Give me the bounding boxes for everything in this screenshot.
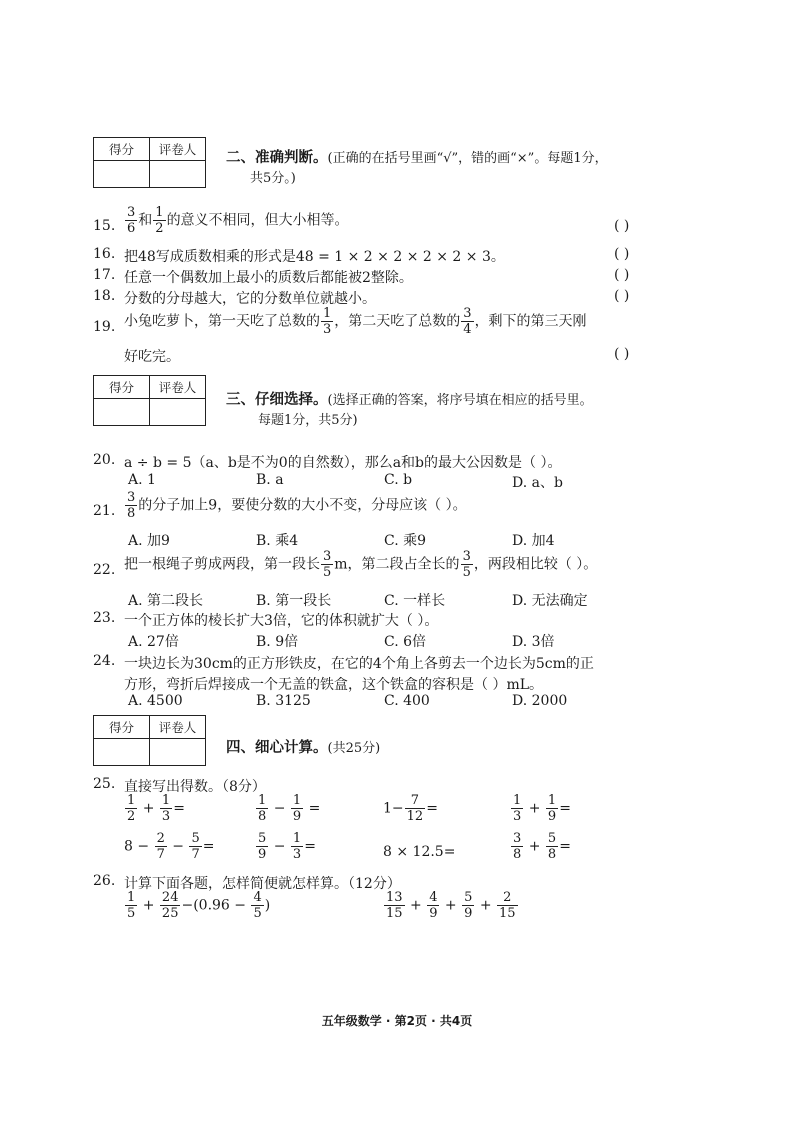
q19-fraction-2: $\frac{3}{4}$ <box>463 306 472 337</box>
section2-note: (正确的在括号里画“√”，错的画“×”。每题1分， <box>327 151 608 166</box>
q23-option-d[interactable]: D. 3倍 <box>512 634 555 650</box>
calc-item: $\frac{5}{9}$ − $\frac{1}{3}$ = <box>258 831 316 862</box>
q23-text: 一个正方体的棱长扩大3倍，它的体积就扩大（ ）。 <box>124 613 439 629</box>
q21-fraction: $\frac{3}{8}$ <box>127 490 136 521</box>
q21-option-b[interactable]: B. 乘4 <box>256 533 299 549</box>
q24-option-a[interactable]: A. 4500 <box>128 693 183 709</box>
q25-text: 直接写出得数。（8分） <box>124 779 266 795</box>
q19-text-line2: 好吃完。 <box>124 349 180 365</box>
section3-title: 三、仔细选择。 <box>226 392 328 408</box>
section3-header <box>226 388 593 409</box>
q22-number: 22. <box>93 562 116 578</box>
q20-option-d[interactable]: D. a、b <box>512 475 563 491</box>
calc-item: $\frac{1}{2}$ + $\frac{1}{3}$ = <box>127 793 185 824</box>
q22-option-d[interactable]: D. 无法确定 <box>512 593 588 609</box>
calc-item: $\frac{1}{8}$ − $\frac{1}{9}$ = <box>258 793 321 824</box>
q24-option-d[interactable]: D. 2000 <box>512 693 568 709</box>
q15-number: 15. <box>93 218 116 234</box>
grader-cell[interactable] <box>150 739 206 766</box>
q24-text-line2: 方形，弯折后焊接成一个无盖的铁盒，这个铁盒的容积是（ ）mL。 <box>124 677 544 693</box>
score-box-section4 <box>93 715 206 766</box>
q21-number: 21. <box>93 503 116 519</box>
q15-answer-blank[interactable]: ( ) <box>614 218 630 234</box>
q24-option-c[interactable]: C. 400 <box>384 693 430 709</box>
q21-option-a[interactable]: A. 加9 <box>128 533 170 549</box>
q19-number: 19. <box>93 319 116 335</box>
score-label: 得分 <box>94 138 150 161</box>
section3-note: (选择正确的答案，将序号填在相应的括号里。 <box>327 393 593 408</box>
score-box-section2 <box>93 137 206 188</box>
section2-header <box>226 146 608 167</box>
q26-number: 26. <box>93 873 116 889</box>
q22-fraction-1: $\frac{3}{5}$ <box>323 549 332 580</box>
q23-option-b[interactable]: B. 9倍 <box>256 634 299 650</box>
q22-option-a[interactable]: A. 第二段长 <box>128 593 204 609</box>
grader-cell[interactable] <box>150 161 206 188</box>
q22-option-b[interactable]: B. 第一段长 <box>256 593 332 609</box>
calc-item: $\frac{3}{8}$ + $\frac{5}{8}$ = <box>513 831 571 862</box>
q17-answer-blank[interactable]: ( ) <box>614 267 630 283</box>
q16-answer-blank[interactable]: ( ) <box>614 246 630 262</box>
q15-text: $\frac{3}{6}$ 和 $\frac{1}{2}$ 的意义不相同，但大小相等。 <box>127 205 349 236</box>
calc-item: 8 × 12.5= <box>383 844 456 860</box>
calc-item: $\frac{1}{5}$ + $\frac{24}{25}$ −(0.96 − $\frac{4}{5}$ ) <box>127 890 271 921</box>
q24-number: 24. <box>93 653 116 669</box>
q18-answer-blank[interactable]: ( ) <box>614 288 630 304</box>
q20-option-a[interactable]: A. 1 <box>128 472 156 488</box>
q17-text: 任意一个偶数加上最小的质数后都能被2整除。 <box>124 270 413 286</box>
section3-note-line2: 每题1分，共5分) <box>258 413 358 428</box>
q21-option-d[interactable]: D. 加4 <box>512 533 555 549</box>
q20-number: 20. <box>93 452 116 468</box>
q20-option-c[interactable]: C. b <box>384 472 413 488</box>
q18-text: 分数的分母越大，它的分数单位就越小。 <box>124 291 376 307</box>
q23-option-c[interactable]: C. 6倍 <box>384 634 427 650</box>
calc-item: 8 − $\frac{2}{7}$ − $\frac{5}{7}$ = <box>124 831 215 862</box>
section2-note-line2: 共5分。) <box>250 171 296 186</box>
q19-text: 小兔吃萝卜，第一天吃了总数的 $\frac{1}{3}$ ，第二天吃了总数的 $\frac{3}{4}$ ，剩下的第三天刚 <box>124 306 587 337</box>
grader-label: 评卷人 <box>150 716 206 739</box>
q16-number: 16. <box>93 246 116 262</box>
q24-option-b[interactable]: B. 3125 <box>256 693 311 709</box>
q23-number: 23. <box>93 610 116 626</box>
q19-fraction-1: $\frac{1}{3}$ <box>323 306 332 337</box>
score-box-section3 <box>93 375 206 426</box>
page-footer: 五年级数学 · 第2页 · 共4页 <box>321 1014 473 1028</box>
score-label: 得分 <box>94 376 150 399</box>
q15-fraction-2: $\frac{1}{2}$ <box>155 205 164 236</box>
q23-option-a[interactable]: A. 27倍 <box>128 634 179 650</box>
score-cell[interactable] <box>94 399 150 426</box>
q18-number: 18. <box>93 288 116 304</box>
section4-title: 四、细心计算。 <box>226 740 328 756</box>
score-cell[interactable] <box>94 161 150 188</box>
grader-cell[interactable] <box>150 399 206 426</box>
q16-text: 把48写成质数相乘的形式是48 = 1 × 2 × 2 × 2 × 2 × 3。 <box>124 249 505 265</box>
grader-label: 评卷人 <box>150 376 206 399</box>
calc-item: $\frac{1}{3}$ + $\frac{1}{9}$ = <box>513 793 571 824</box>
q21-text: $\frac{3}{8}$ 的分子加上9，要使分数的大小不变，分母应该（ ）。 <box>127 490 467 521</box>
q24-text-line1: 一块边长为30cm的正方形铁皮，在它的4个角上各剪去一个边长为5cm的正 <box>124 656 594 672</box>
q22-text: 把一根绳子剪成两段，第一段长 $\frac{3}{5}$ m，第二段占全长的 $\frac{3}{5}$ ，两段相比较（ ）。 <box>124 549 598 580</box>
q19-answer-blank[interactable]: ( ) <box>614 346 630 362</box>
q26-text: 计算下面各题，怎样简便就怎样算。（12分） <box>124 876 401 892</box>
grader-label: 评卷人 <box>150 138 206 161</box>
calc-item: 1− $\frac{7}{12}$ = <box>383 793 438 824</box>
section4-note: (共25分) <box>327 741 381 756</box>
q25-number: 25. <box>93 776 116 792</box>
q20-text: a ÷ b = 5（a、b是不为0的自然数），那么a和b的最大公因数是（ ）。 <box>124 455 562 471</box>
score-label: 得分 <box>94 716 150 739</box>
section4-header <box>226 736 380 757</box>
q15-fraction-1: $\frac{3}{6}$ <box>127 205 136 236</box>
section2-title: 二、准确判断。 <box>226 150 328 166</box>
score-cell[interactable] <box>94 739 150 766</box>
calc-item: $\frac{13}{15}$ + $\frac{4}{9}$ + $\frac{5}{9}$ + $\frac{2}{15}$ <box>386 890 516 921</box>
q22-option-c[interactable]: C. 一样长 <box>384 593 446 609</box>
q22-fraction-2: $\frac{3}{5}$ <box>462 549 471 580</box>
q17-number: 17. <box>93 267 116 283</box>
q20-option-b[interactable]: B. a <box>256 472 284 488</box>
q21-option-c[interactable]: C. 乘9 <box>384 533 427 549</box>
